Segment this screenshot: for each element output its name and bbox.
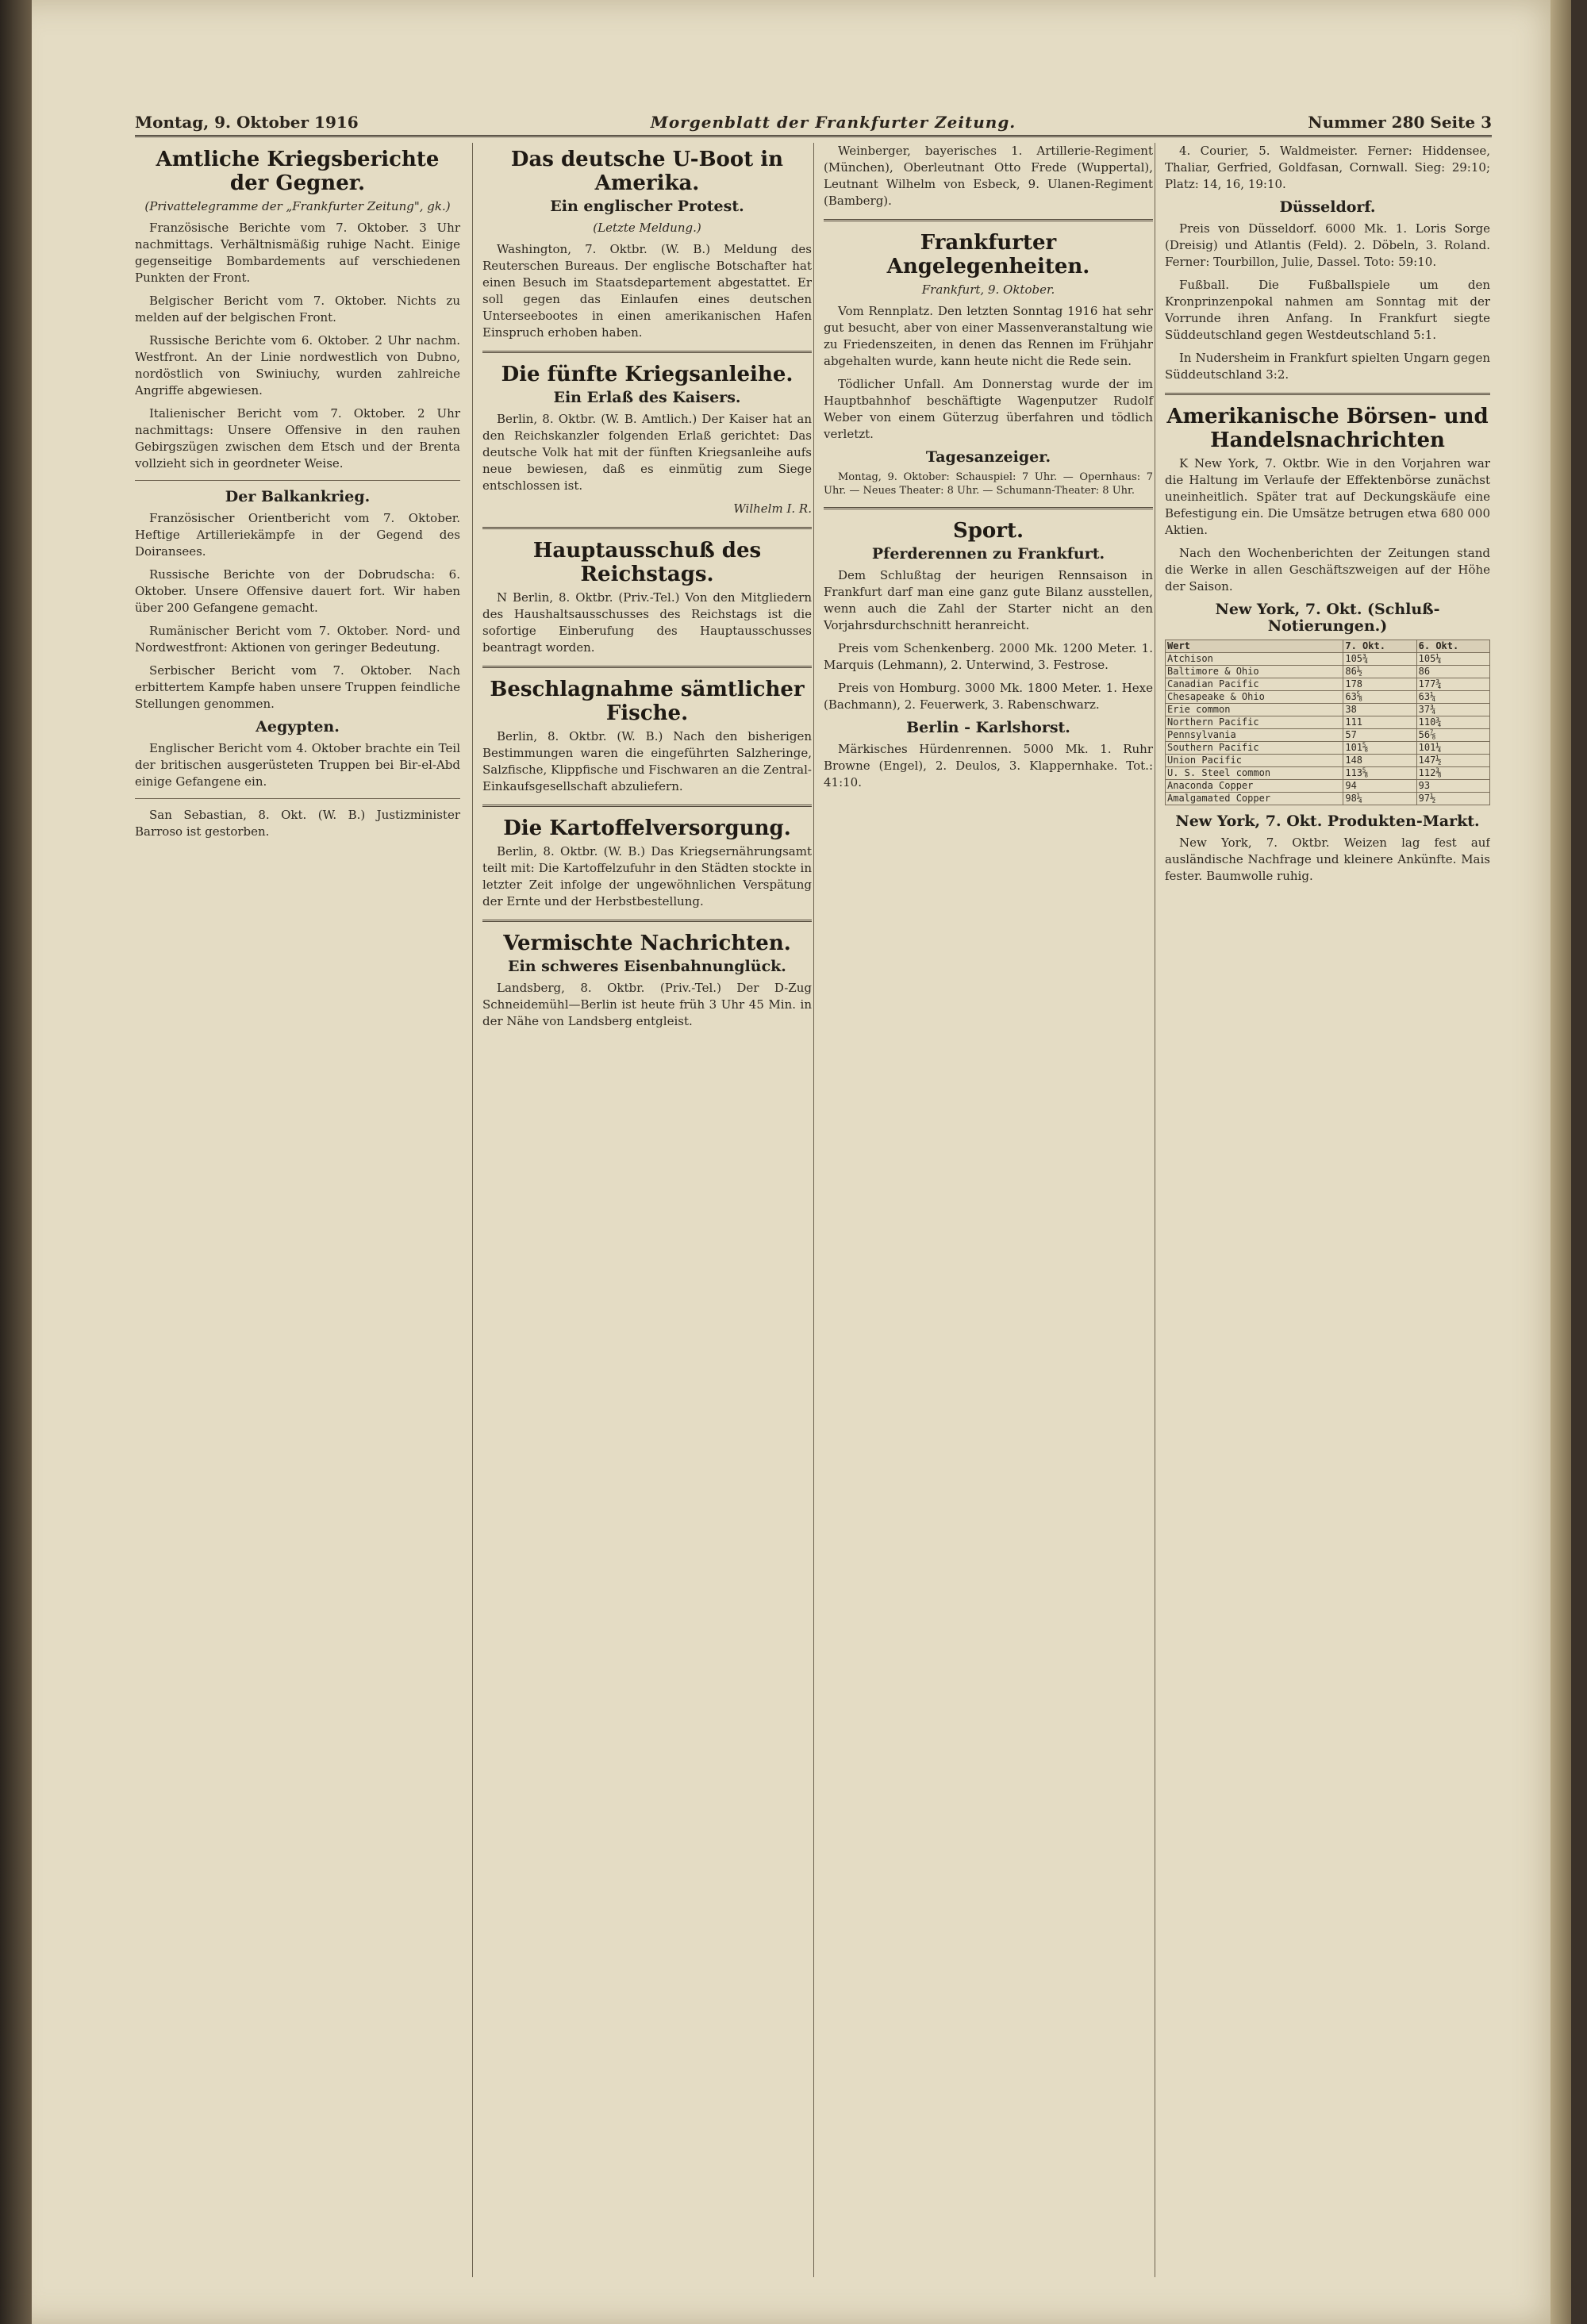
issue-number: Nummer 280 Seite 3 [1308, 113, 1492, 132]
table-cell: 147½ [1416, 755, 1489, 767]
table-row [1166, 729, 1490, 742]
table-cell: 177¾ [1416, 678, 1489, 691]
paragraph: Märkisches Hürdenrennen. 5000 Mk. 1. Ruhr Browne (Engel), 2. Deulos, 3. Klappernhake. Tot.: 41:10. [824, 742, 1153, 789]
paragraph: K New York, 7. Oktbr. Wie in den Vorjahren war die Haltung im Verlaufe der Effektenbörse zunächst uneinheitlich. Später trat auf Deckungskäufe eine Befestigung ein. Die Umsätze betrugen etwa 680 000 Aktien. [1165, 456, 1490, 537]
column-3 [813, 143, 1162, 2277]
paragraph: Russische Berichte vom 6. Oktober. 2 Uhr nachm. Westfront. An der Linie nordwestlich von Dubno, nordöstlich von Swiniuchy, wurden zahlreiche Angriffe abgewiesen. [135, 333, 460, 398]
table-cell: Southern Pacific [1166, 742, 1343, 755]
stock-table [1165, 640, 1490, 805]
paragraph: Tödlicher Unfall. Am Donnerstag wurde der im Hauptbahnhof beschäftigte Wagenputzer Rudolf Weber von einem Güterzug überfahren und tödlich verletzt. [824, 377, 1153, 441]
paragraph: Washington, 7. Oktbr. (W. B.) Meldung des Reuterschen Bureaus. Der englische Botschafter hat einen Besuch im Staatsdepartement abgestattet. Er soll gegen das Einlaufen eines deutschen Unterseebootes in einen amerikanischen Hafen Einspruch erhoben haben. [482, 242, 812, 340]
table-cell: 101⅝ [1343, 742, 1416, 755]
columns [135, 143, 1492, 2277]
table-cell: 105¼ [1416, 653, 1489, 666]
paragraph: Weinberger, bayerisches 1. Artillerie-Regiment (München), Oberleutnant Otto Frede (Wuppertal), Leutnant Wilhelm von Esbeck, 9. Ulanen-Regiment (Bamberg). [824, 144, 1153, 208]
article-dateline: (Privattelegramme der „Frankfurter Zeitung", gk.) [144, 199, 451, 213]
table-header-cell: 7. Okt. [1343, 640, 1416, 653]
issue-date: Montag, 9. Oktober 1916 [135, 113, 359, 132]
divider [482, 805, 812, 807]
article-dateline: (Letzte Meldung.) [593, 221, 701, 235]
paragraph: 4. Courier, 5. Waldmeister. Ferner: Hiddensee, Thaliar, Gerfried, Goldfasan, Cornwall. Sieg: 29:10; Platz: 14, 16, 19:10. [1165, 144, 1490, 191]
table-cell: 37¾ [1416, 704, 1489, 716]
table-cell: Anaconda Copper [1166, 780, 1343, 793]
paragraph: Preis von Düsseldorf. 6000 Mk. 1. Loris Sorge (Dreisig) und Atlantis (Feld). 2. Döbeln, 3. Roland. Ferner: Tourbillon, Julie, Dassel. Toto: 59:10. [1165, 221, 1490, 269]
table-row [1166, 716, 1490, 729]
paragraph: Französischer Orientbericht vom 7. Oktober. Heftige Artilleriekämpfe in der Gegend des Doiransees. [135, 511, 460, 559]
divider [135, 798, 460, 799]
table-row [1166, 767, 1490, 780]
paragraph: Preis vom Schenkenberg. 2000 Mk. 1200 Meter. 1. Marquis (Lehmann), 2. Unterwind, 3. Festrose. [824, 641, 1153, 672]
column-1 [135, 143, 470, 2277]
table-row [1166, 678, 1490, 691]
table-cell: 57 [1343, 729, 1416, 742]
divider [135, 480, 460, 481]
table-cell: Erie common [1166, 704, 1343, 716]
table-row [1166, 793, 1490, 805]
section-heading: Der Balkankrieg. [225, 488, 371, 505]
paragraph: Montag, 9. Oktober: Schauspiel: 7 Uhr. — Opernhaus: 7 Uhr. — Neues Theater: 8 Uhr. — Schumann-Theater: 8 Uhr. [824, 471, 1153, 497]
table-cell: 86 [1416, 666, 1489, 678]
table-cell: Pennsylvania [1166, 729, 1343, 742]
divider [824, 507, 1153, 509]
column-2 [472, 143, 821, 2277]
paragraph: Berlin, 8. Oktbr. (W. B.) Nach den bisherigen Bestimmungen waren die eingeführten Salzheringe, Salzfische, Klippfische und Fischwaren an die Zentral-Einkaufsgesellschaft abzuliefern. [482, 729, 812, 793]
article-subtitle: Ein englischer Protest. [550, 198, 744, 215]
section-heading: Tagesanzeiger. [925, 448, 1051, 466]
table-cell: 101¼ [1416, 742, 1489, 755]
paragraph: Belgischer Bericht vom 7. Oktober. Nichts zu melden auf der belgischen Front. [135, 294, 460, 325]
paragraph: Englischer Bericht vom 4. Oktober brachte ein Teil der britischen ausgerüsteten Truppen bei Bir-el-Abd einige Gefangene ein. [135, 741, 460, 789]
article-title: Die fünfte Kriegsanleihe. [501, 363, 794, 386]
table-cell: Union Pacific [1166, 755, 1343, 767]
divider [482, 351, 812, 353]
section-heading: Aegypten. [256, 718, 340, 736]
table-body [1166, 653, 1490, 805]
table-cell: 105¾ [1343, 653, 1416, 666]
article-subtitle: Ein Erlaß des Kaisers. [553, 389, 741, 406]
page-edge [1550, 0, 1571, 2324]
table-cell: 98¼ [1343, 793, 1416, 805]
table-cell: 56⅞ [1416, 729, 1489, 742]
table-row [1166, 691, 1490, 704]
paragraph: Dem Schlußtag der heurigen Rennsaison in Frankfurt darf man eine ganz gute Bilanz ausstellen, wenn auch die Zahl der Starter nicht an den Vorjahrsdurchschnitt heranreicht. [824, 568, 1153, 632]
table-cell: Canadian Pacific [1166, 678, 1343, 691]
article-title: Vermischte Nachrichten. [503, 932, 791, 955]
table-row [1166, 780, 1490, 793]
divider [482, 666, 812, 668]
article-subtitle: Ein schweres Eisenbahnunglück. [508, 958, 786, 975]
paragraph: Italienischer Bericht vom 7. Oktober. 2 Uhr nachmittags: Unsere Offensive in den rauhen Gebirgszügen zwischen dem Etsch und der Brenta vollzieht sich in geordneter Weise. [135, 406, 460, 471]
table-row [1166, 742, 1490, 755]
paragraph: Fußball. Die Fußballspiele um den Kronprinzenpokal nahmen am Sonntag mit der Vorrunde ihren Anfang. In Frankfurt siegte Süddeutschland gegen Westdeutschland 5:1. [1165, 278, 1490, 342]
table-title: New York, 7. Okt. (Schluß-Notierungen.) [1215, 601, 1440, 635]
table-row [1166, 666, 1490, 678]
table-cell: 97½ [1416, 793, 1489, 805]
paragraph: Russische Berichte von der Dobrudscha: 6. Oktober. Unsere Offensive dauert fort. Wir haben über 200 Gefangene gemacht. [135, 567, 460, 615]
section-heading: New York, 7. Okt. Produkten-Markt. [1175, 812, 1480, 830]
article-title: Das deutsche U-Boot in Amerika. [510, 148, 784, 195]
table-cell: 110¾ [1416, 716, 1489, 729]
table-cell: 38 [1343, 704, 1416, 716]
table-header-row [1166, 640, 1490, 653]
article-title: Beschlagnahme sämtlicher Fische. [490, 678, 805, 725]
table-cell: 86½ [1343, 666, 1416, 678]
section-heading: Berlin - Karlshorst. [906, 719, 1070, 736]
masthead [135, 109, 1492, 137]
table-row [1166, 704, 1490, 716]
paragraph: San Sebastian, 8. Okt. (W. B.) Justizminister Barroso ist gestorben. [135, 808, 460, 839]
divider [482, 527, 812, 529]
paragraph: Serbischer Bericht vom 7. Oktober. Nach erbittertem Kampfe haben unsere Truppen feindliche Stellungen genommen. [135, 663, 460, 711]
paragraph: Nach den Wochenberichten der Zeitungen stand die Werke in allen Geschäftszweigen auf der Höhe der Saison. [1165, 546, 1490, 593]
article-title: Hauptausschuß des Reichstags. [532, 539, 762, 586]
article-title: Sport. [952, 519, 1024, 543]
book-spine [0, 0, 32, 2324]
section-heading: Düsseldorf. [1279, 198, 1376, 216]
column-4 [1155, 143, 1490, 2277]
paragraph: Landsberg, 8. Oktbr. (Priv.-Tel.) Der D-Zug Schneidemühl—Berlin ist heute früh 3 Uhr 45 Min. in der Nähe von Landsberg entgleist. [482, 981, 812, 1028]
table-cell: 94 [1343, 780, 1416, 793]
table-cell: 148 [1343, 755, 1416, 767]
article-dateline: Frankfurt, 9. Oktober. [921, 282, 1055, 297]
table-cell: 112⅜ [1416, 767, 1489, 780]
article-subtitle: Pferderennen zu Frankfurt. [871, 545, 1105, 563]
signature: Wilhelm I. R. [733, 501, 812, 516]
table-cell: 93 [1416, 780, 1489, 793]
divider [482, 920, 812, 922]
table-cell: 111 [1343, 716, 1416, 729]
table-row [1166, 755, 1490, 767]
table-cell: Atchison [1166, 653, 1343, 666]
paragraph: New York, 7. Oktbr. Weizen lag fest auf ausländische Nachfrage und kleinere Ankünfte. Mais fester. Baumwolle ruhig. [1165, 835, 1490, 883]
table-cell: Baltimore & Ohio [1166, 666, 1343, 678]
article-title: Die Kartoffelversorgung. [503, 816, 791, 840]
paragraph: Berlin, 8. Oktbr. (W. B. Amtlich.) Der Kaiser hat an den Reichskanzler folgenden Erlaß gerichtet: Das deutsche Volk hat mit der fünften Kriegsanleihe aufs neue bewiesen, daß es einmütig zum Siege entschlossen ist. [482, 412, 812, 493]
table-cell: Amalgamated Copper [1166, 793, 1343, 805]
paragraph: Berlin, 8. Oktbr. (W. B.) Das Kriegsernährungsamt teilt mit: Die Kartoffelzufuhr in den Städten stockte in letzter Zeit infolge der ungewöhnlichen Verspätung der Ernte und der Herbstbestellung. [482, 844, 812, 908]
paragraph: N Berlin, 8. Oktbr. (Priv.-Tel.) Von den Mitgliedern des Haushaltsausschusses des Reichstags ist die sofortige Einberufung des Hauptausschusses beantragt worden. [482, 590, 812, 655]
table-cell: 113⅝ [1343, 767, 1416, 780]
table-cell: U. S. Steel common [1166, 767, 1343, 780]
article-title: Frankfurter Angelegenheiten. [886, 231, 1090, 278]
table-row [1166, 653, 1490, 666]
paragraph: Preis von Homburg. 3000 Mk. 1800 Meter. 1. Hexe (Bachmann), 2. Feuerwerk, 3. Rabenschwarz. [824, 681, 1153, 712]
table-header-cell: Wert [1166, 640, 1343, 653]
table-cell: 178 [1343, 678, 1416, 691]
table-cell: 63⅝ [1343, 691, 1416, 704]
table-cell: Northern Pacific [1166, 716, 1343, 729]
paragraph: Rumänischer Bericht vom 7. Oktober. Nord- und Nordwestfront: Aktionen von geringer Bedeutung. [135, 624, 460, 655]
table-header-cell: 6. Okt. [1416, 640, 1489, 653]
paragraph: Französische Berichte vom 7. Oktober. 3 Uhr nachmittags. Verhältnismäßig ruhige Nacht. Einige gegenseitige Bombardements auf verschiedenen Punkten der Front. [135, 221, 460, 285]
article-title: Amerikanische Börsen- und Handelsnachrichten [1166, 405, 1489, 452]
table-cell: Chesapeake & Ohio [1166, 691, 1343, 704]
paragraph: In Nudersheim in Frankfurt spielten Ungarn gegen Süddeutschland 3:2. [1165, 351, 1490, 382]
article-title: Amtliche Kriegsberichte der Gegner. [156, 148, 440, 195]
divider [824, 219, 1153, 221]
divider [1165, 393, 1490, 395]
newspaper-page [32, 0, 1571, 2324]
table-cell: 63¼ [1416, 691, 1489, 704]
newspaper-title: Morgenblatt der Frankfurter Zeitung. [650, 113, 1016, 132]
paragraph: Vom Rennplatz. Den letzten Sonntag 1916 hat sehr gut besucht, aber von einer Massenveranstaltung wie zu Friedenszeiten, in denen das Rennen im Frühjahr abgehalten wurde, kann heute nicht die Rede sein. [824, 304, 1153, 368]
